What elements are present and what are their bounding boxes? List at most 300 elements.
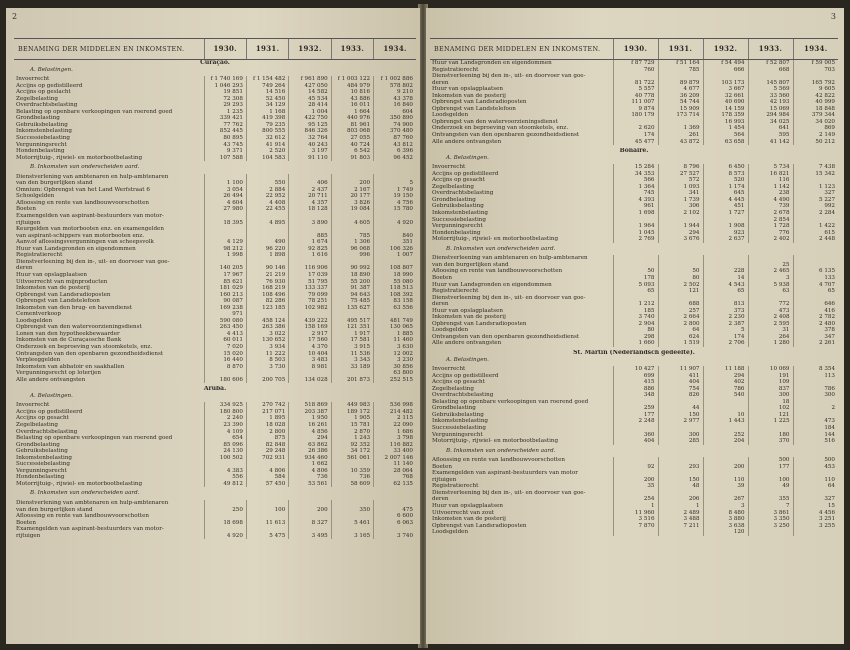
row-label: Schoolgelden <box>16 193 55 200</box>
value-cell: 10 816 <box>331 89 373 96</box>
value-cell: 536 998 <box>374 402 416 409</box>
value-cell: 1 <box>613 503 658 510</box>
value-cell: 641 <box>748 125 793 132</box>
row-label: Inkomsten van de Curaçaosche Bank <box>16 337 122 344</box>
value-cell: 81 961 <box>331 122 373 129</box>
row-label: Cementverkoop <box>16 311 61 318</box>
row-label: Inkomsten van de posterij <box>16 285 90 292</box>
row-label: Accijns op gedistilleerd <box>432 372 499 379</box>
value-cell: 18 698 <box>204 520 246 527</box>
value-cell: 82 848 <box>246 442 288 449</box>
value-cell: 111 007 <box>613 99 658 106</box>
value-cell: 200 <box>331 180 373 187</box>
value-cell: 2 520 <box>246 148 288 155</box>
heading-text: A. Belastingen. <box>446 154 489 161</box>
value-cell: 654 <box>204 435 246 442</box>
value-cell: 200 <box>289 507 331 514</box>
value-cell: 590 080 <box>204 318 246 325</box>
row-label: Inkomstenbelasting <box>16 454 73 461</box>
value-cell: 20 711 <box>289 193 331 200</box>
value-cell: 58 609 <box>331 481 373 488</box>
value-cell: 133 <box>793 275 838 282</box>
value-cell: 7 438 <box>793 164 838 171</box>
value-cell: 252 515 <box>374 377 416 384</box>
value-cell: 2 408 <box>748 314 793 321</box>
value-cell: 370 <box>748 438 793 445</box>
value-cell: 3 350 <box>748 516 793 523</box>
value-cell: 355 <box>748 496 793 503</box>
value-cell: 2 502 <box>658 282 703 289</box>
value-cell: 624 <box>658 334 703 341</box>
value-cell: 1 660 <box>613 340 658 347</box>
value-cell: 12 002 <box>374 351 416 358</box>
value-cell <box>658 529 703 536</box>
year-header: 1932. <box>703 39 748 60</box>
row-label: Boeten <box>432 274 452 281</box>
value-cell: f 87 729 <box>613 60 658 67</box>
value-cell: 9 605 <box>793 86 838 93</box>
value-cell: 270 742 <box>246 402 288 409</box>
value-cell: 4 806 <box>289 468 331 475</box>
value-cell: 1 212 <box>613 301 658 308</box>
value-cell: 4 383 <box>204 468 246 475</box>
value-cell: 238 <box>748 190 793 197</box>
value-cell: 79 235 <box>246 122 288 129</box>
value-cell: 145 807 <box>748 80 793 87</box>
value-cell: 45 477 <box>613 139 658 146</box>
value-cell: 2 854 <box>748 217 793 224</box>
value-cell: 749 264 <box>246 83 288 90</box>
row-label: Omnium: Opbrengst van het Land Werfstraat 6 <box>16 186 150 193</box>
row-label: Grondbelasting <box>16 441 60 448</box>
value-cell: 2 706 <box>703 340 748 347</box>
row-label: Gebruiksbelasting <box>432 203 484 210</box>
value-cell: 1 168 <box>246 109 288 116</box>
value-cell: f 54 494 <box>703 60 748 67</box>
value-cell: 1 519 <box>658 340 703 347</box>
value-cell: 17 967 <box>204 272 246 279</box>
value-cell: 180 179 <box>613 112 658 119</box>
heading-text: B. Inkomsten van onderscheiden aard. <box>446 447 556 454</box>
value-cell: 561 061 <box>331 455 373 462</box>
value-cell: 51 795 <box>289 279 331 286</box>
value-cell: 11 222 <box>246 351 288 358</box>
value-cell: 1 727 <box>703 210 748 217</box>
value-cell: 43 745 <box>204 142 246 149</box>
value-cell: 1 174 <box>703 184 748 191</box>
value-cell: 934 460 <box>289 455 331 462</box>
value-cell <box>793 529 838 536</box>
value-cell: 4 806 <box>246 468 288 475</box>
table-header <box>430 39 838 60</box>
value-cell: 23 390 <box>204 422 246 429</box>
value-cell: 6 600 <box>374 513 416 520</box>
value-cell: 1 662 <box>289 461 331 468</box>
value-cell: 1 998 <box>204 252 246 259</box>
value-cell: 416 <box>793 308 838 315</box>
value-cell: 134 028 <box>289 377 331 384</box>
row-label: Afloossing en rente van landbouwvoorschotten <box>16 199 149 206</box>
year-header: 1930. <box>204 39 246 60</box>
value-cell: 688 <box>658 301 703 308</box>
value-cell: 2 240 <box>204 415 246 422</box>
page-number: 3 <box>830 12 836 21</box>
value-cell: 294 984 <box>748 112 793 119</box>
value-cell: 754 <box>658 386 703 393</box>
value-cell: 4 370 <box>289 344 331 351</box>
row-label: Zegelbelasting <box>16 421 58 428</box>
value-cell: 11 960 <box>613 510 658 517</box>
value-cell: 5 093 <box>613 282 658 289</box>
value-cell: 174 <box>703 334 748 341</box>
value-cell: 8 354 <box>793 366 838 373</box>
value-cell: 263 386 <box>246 324 288 331</box>
row-label: rijtuigen <box>432 476 457 483</box>
value-cell: 1 964 <box>613 223 658 230</box>
row-label: Overdrachtsbelasting <box>16 102 78 109</box>
value-cell: 1 908 <box>703 223 748 230</box>
value-cell: 6 450 <box>703 164 748 171</box>
row-label: Afloossing en rente van landbouwvoorschotten <box>432 457 565 464</box>
row-label: Opbrengst van Landsradioposten <box>432 99 527 106</box>
value-cell: 334 925 <box>204 402 246 409</box>
value-cell: 996 <box>331 252 373 259</box>
row-label: Alle andere ontvangsten <box>16 376 86 383</box>
value-cell: 481 749 <box>374 318 416 325</box>
value-cell: 4 129 <box>204 239 246 246</box>
value-cell: 80 <box>613 327 658 334</box>
row-label: Zegelbelasting <box>16 95 58 102</box>
value-cell: 3 826 <box>331 200 373 207</box>
value-cell: 327 <box>793 190 838 197</box>
value-cell: 35 <box>613 483 658 490</box>
value-cell: 34 129 <box>246 102 288 109</box>
value-cell: 91 803 <box>331 155 373 162</box>
value-cell: 1 917 <box>331 331 373 338</box>
value-cell: 18 890 <box>331 272 373 279</box>
value-cell: 992 <box>793 203 838 210</box>
value-cell: 18 028 <box>246 422 288 429</box>
value-cell: 90 992 <box>331 265 373 272</box>
value-cell: 10 069 <box>748 366 793 373</box>
row-label: Keurgelden van motorbooten enz. en examengelden <box>16 226 164 233</box>
value-cell: 2 480 <box>793 321 838 328</box>
value-cell: 17 581 <box>331 337 373 344</box>
heading-text: B. Inkomsten van onderscheiden aard. <box>446 245 556 252</box>
table-body <box>14 60 416 540</box>
value-cell: 15 781 <box>331 422 373 429</box>
heading-text: Bonaire. <box>619 148 649 155</box>
value-cell: 378 <box>793 327 838 334</box>
value-cell: 10 404 <box>289 351 331 358</box>
value-cell: 63 800 <box>374 370 416 377</box>
table-row <box>430 99 838 106</box>
value-cell: 852 445 <box>204 128 246 135</box>
value-cell: 30 856 <box>374 364 416 371</box>
right-page <box>426 8 844 644</box>
value-cell: 261 <box>658 132 703 139</box>
value-cell: 116 <box>748 177 793 184</box>
value-cell: 82 286 <box>246 298 288 305</box>
value-cell: 34 353 <box>613 171 658 178</box>
value-cell: 745 <box>613 190 658 197</box>
row-label: Loodsgelden <box>16 317 53 324</box>
value-cell: 29 248 <box>246 448 288 455</box>
value-cell: 3 880 <box>703 516 748 523</box>
value-cell: 2 884 <box>246 187 288 194</box>
value-cell: 204 <box>703 438 748 445</box>
value-cell: 40 778 <box>613 93 658 100</box>
row-label: Motorrijtuig-, rijwiel- en motorbootbelasting <box>432 236 559 243</box>
value-cell: 736 <box>331 474 373 481</box>
value-cell: 201 873 <box>331 377 373 384</box>
value-cell: 9 210 <box>374 89 416 96</box>
table-body <box>430 60 838 536</box>
value-cell: 8 503 <box>246 357 288 364</box>
value-cell: 971 <box>204 311 246 318</box>
value-cell: 415 <box>613 379 658 386</box>
value-cell: 1 364 <box>613 184 658 191</box>
value-cell: 16 840 <box>374 102 416 109</box>
row-label: Opbrengst van den watervoorzieningsdienst <box>432 118 558 125</box>
value-cell: 89 879 <box>658 80 703 87</box>
row-label: Registratierecht <box>432 66 479 73</box>
value-cell: 294 <box>289 435 331 442</box>
value-cell: 108 392 <box>374 292 416 299</box>
value-cell: 133 337 <box>289 285 331 292</box>
value-cell: 3 934 <box>246 344 288 351</box>
value-cell: 298 <box>613 334 658 341</box>
value-cell: 1 950 <box>289 415 331 422</box>
value-cell <box>748 529 793 536</box>
row-label: Verpleeggelden <box>16 357 61 364</box>
value-cell: 3 798 <box>374 435 416 442</box>
value-cell: 2 769 <box>613 236 658 243</box>
value-cell: 32 661 <box>703 93 748 100</box>
value-cell: 57 450 <box>246 481 288 488</box>
value-cell: 6 135 <box>793 268 838 275</box>
row-label: Vergunningsrecht <box>432 431 483 438</box>
value-cell: 869 <box>793 125 838 132</box>
value-cell: 4 490 <box>748 197 793 204</box>
row-label: Hondenbelasting <box>16 148 65 155</box>
value-cell: 6 542 <box>331 148 373 155</box>
value-cell: 264 <box>748 334 793 341</box>
value-cell: 1 664 <box>331 109 373 116</box>
value-cell: 1 123 <box>793 184 838 191</box>
value-cell: 1 944 <box>658 223 703 230</box>
value-cell: 108 807 <box>374 265 416 272</box>
value-cell: 8 981 <box>289 364 331 371</box>
value-cell: 2 230 <box>703 314 748 321</box>
value-cell: 19 084 <box>331 206 373 213</box>
value-cell: 1 739 <box>658 197 703 204</box>
value-cell: 2 387 <box>703 321 748 328</box>
value-cell: 2 664 <box>658 314 703 321</box>
value-cell: 63 658 <box>703 139 748 146</box>
value-cell: 3 915 <box>331 344 373 351</box>
value-cell: 3 740 <box>613 314 658 321</box>
value-cell: 62 135 <box>374 481 416 488</box>
heading-text: A. Belastingen. <box>30 392 73 399</box>
value-cell: 1 046 293 <box>204 83 246 90</box>
value-cell: 572 <box>658 177 703 184</box>
value-cell: 11 536 <box>331 351 373 358</box>
section-heading <box>14 60 416 67</box>
row-label: Accijns op geslacht <box>16 89 71 96</box>
value-cell: 8 573 <box>703 171 748 178</box>
value-cell: 250 <box>204 507 246 514</box>
row-label: Boeten <box>16 206 36 213</box>
value-cell: 736 <box>289 474 331 481</box>
table-row <box>430 60 838 67</box>
value-cell: 100 502 <box>204 455 246 462</box>
row-label: Inkomsten van de posterij <box>432 314 506 321</box>
value-cell: 347 <box>793 334 838 341</box>
value-cell: 826 <box>658 392 703 399</box>
value-cell: 961 <box>613 203 658 210</box>
value-cell: 15 069 <box>748 106 793 113</box>
value-cell: 26 494 <box>204 193 246 200</box>
value-cell: 43 378 <box>374 96 416 103</box>
value-cell: 110 <box>793 477 838 484</box>
value-cell: 87 760 <box>374 135 416 142</box>
value-cell: 104 583 <box>246 155 288 162</box>
value-cell: 80 <box>658 275 703 282</box>
value-cell: 33 189 <box>331 364 373 371</box>
value-cell: 3 516 <box>613 516 658 523</box>
value-cell: 1 235 <box>204 109 246 116</box>
value-cell: 3 343 <box>331 357 373 364</box>
value-cell: 36 209 <box>658 93 703 100</box>
value-cell: 5 227 <box>793 197 838 204</box>
value-cell: 886 <box>613 386 658 393</box>
value-cell: 33 400 <box>374 448 416 455</box>
value-cell: 785 <box>331 233 373 240</box>
value-cell: 3 255 <box>793 523 838 530</box>
value-cell: 1 093 <box>658 184 703 191</box>
value-cell: 75 485 <box>331 298 373 305</box>
row-label: Vergunningsrecht <box>16 467 67 474</box>
row-label: Invoerrecht <box>16 402 50 409</box>
value-cell: 32 764 <box>289 135 331 142</box>
value-cell: 92 <box>613 464 658 471</box>
row-label: deren <box>432 496 449 503</box>
value-cell: 7 020 <box>204 344 246 351</box>
value-cell: 4 543 <box>703 282 748 289</box>
value-cell: 17 560 <box>289 337 331 344</box>
value-cell: 25 <box>748 262 793 269</box>
value-cell: 160 213 <box>204 292 246 299</box>
value-cell: 3 730 <box>246 364 288 371</box>
value-cell: 90 146 <box>246 265 288 272</box>
value-cell: 41 914 <box>246 142 288 149</box>
value-cell: 3 630 <box>374 344 416 351</box>
value-cell: 540 <box>703 392 748 399</box>
row-label: Opbrengst van Landstelefoon <box>432 105 516 112</box>
value-cell: 177 <box>748 464 793 471</box>
row-label: Huur van opslagplaatsen <box>432 86 504 93</box>
value-cell: 177 <box>613 412 658 419</box>
value-cell: 458 124 <box>246 318 288 325</box>
value-cell: 96 220 <box>246 246 288 253</box>
value-cell: 404 <box>613 438 658 445</box>
value-cell: 49 <box>748 483 793 490</box>
heading-text: A. Belastingen. <box>446 356 489 363</box>
value-cell: 2 782 <box>793 314 838 321</box>
value-cell: 495 517 <box>331 318 373 325</box>
value-cell: 17 039 <box>289 272 331 279</box>
row-label: Huur van Landsgronden en eigendommen <box>432 281 552 288</box>
heading-text: B. Inkomsten van onderscheiden aard. <box>30 490 140 497</box>
value-cell: 500 <box>748 457 793 464</box>
value-cell: 422 750 <box>289 115 331 122</box>
value-cell: 3 667 <box>703 86 748 93</box>
year-header: 1930. <box>613 39 658 60</box>
value-cell: 22 455 <box>246 206 288 213</box>
value-cell: 42 822 <box>793 93 838 100</box>
value-cell: 214 482 <box>374 409 416 416</box>
row-label: Lonen van den hypotheekbewaarder <box>16 330 120 337</box>
value-cell: 50 <box>613 268 658 275</box>
table-header <box>14 39 416 60</box>
value-cell: 96 452 <box>374 155 416 162</box>
value-cell: 1 728 <box>748 223 793 230</box>
header-label: BENAMING DER MIDDELEN EN INKOMSTEN. <box>14 39 204 60</box>
row-label: Onderzoek en beproeving van stoomketels, enz. <box>432 125 569 132</box>
left-page <box>6 8 420 644</box>
value-cell: 703 <box>793 67 838 74</box>
value-cell: 5 557 <box>613 86 658 93</box>
value-cell: 800 555 <box>246 128 288 135</box>
value-cell: 21 219 <box>246 272 288 279</box>
value-cell: 3 230 <box>374 357 416 364</box>
row-label: Dienstverleening bij den in-, uit- en doorvoer van goe- <box>432 294 586 301</box>
value-cell: 3 <box>703 503 748 510</box>
value-cell: 18 128 <box>289 206 331 213</box>
year-header: 1934. <box>374 39 416 60</box>
value-cell: 9 874 <box>613 106 658 113</box>
value-cell: 78 251 <box>289 298 331 305</box>
value-cell: 180 606 <box>204 377 246 384</box>
value-cell: 875 <box>246 435 288 442</box>
value-cell: 3 483 <box>289 357 331 364</box>
row-label: Huur van opslagplaatsen <box>16 271 88 278</box>
value-cell: 10 <box>703 412 748 419</box>
row-label: Dienstverleening bij den in-, uit- en doorvoer van goe- <box>432 73 586 80</box>
row-label: Huur van opslagplaatsen <box>432 503 504 509</box>
value-cell: 79 099 <box>289 292 331 299</box>
value-cell: 772 <box>748 301 793 308</box>
row-label: Hondenbelasting <box>432 229 481 236</box>
row-label: Opbrengst van Landstelefoon <box>16 298 100 305</box>
value-cell: 191 <box>748 373 793 380</box>
value-cell: 885 <box>289 233 331 240</box>
row-label: Invoerrecht <box>16 76 50 83</box>
value-cell: 200 705 <box>246 377 288 384</box>
row-label: Successiebelasting <box>432 424 486 431</box>
value-cell: 100 <box>748 477 793 484</box>
value-cell: 923 <box>703 230 748 237</box>
row-label: deren <box>16 265 33 272</box>
value-cell: 475 <box>374 507 416 514</box>
value-cell: 178 <box>613 275 658 282</box>
value-cell: 350 <box>331 507 373 514</box>
value-cell: 803 068 <box>331 128 373 135</box>
value-cell: 48 <box>658 483 703 490</box>
value-cell: 41 142 <box>748 139 793 146</box>
value-cell: 19 150 <box>374 193 416 200</box>
